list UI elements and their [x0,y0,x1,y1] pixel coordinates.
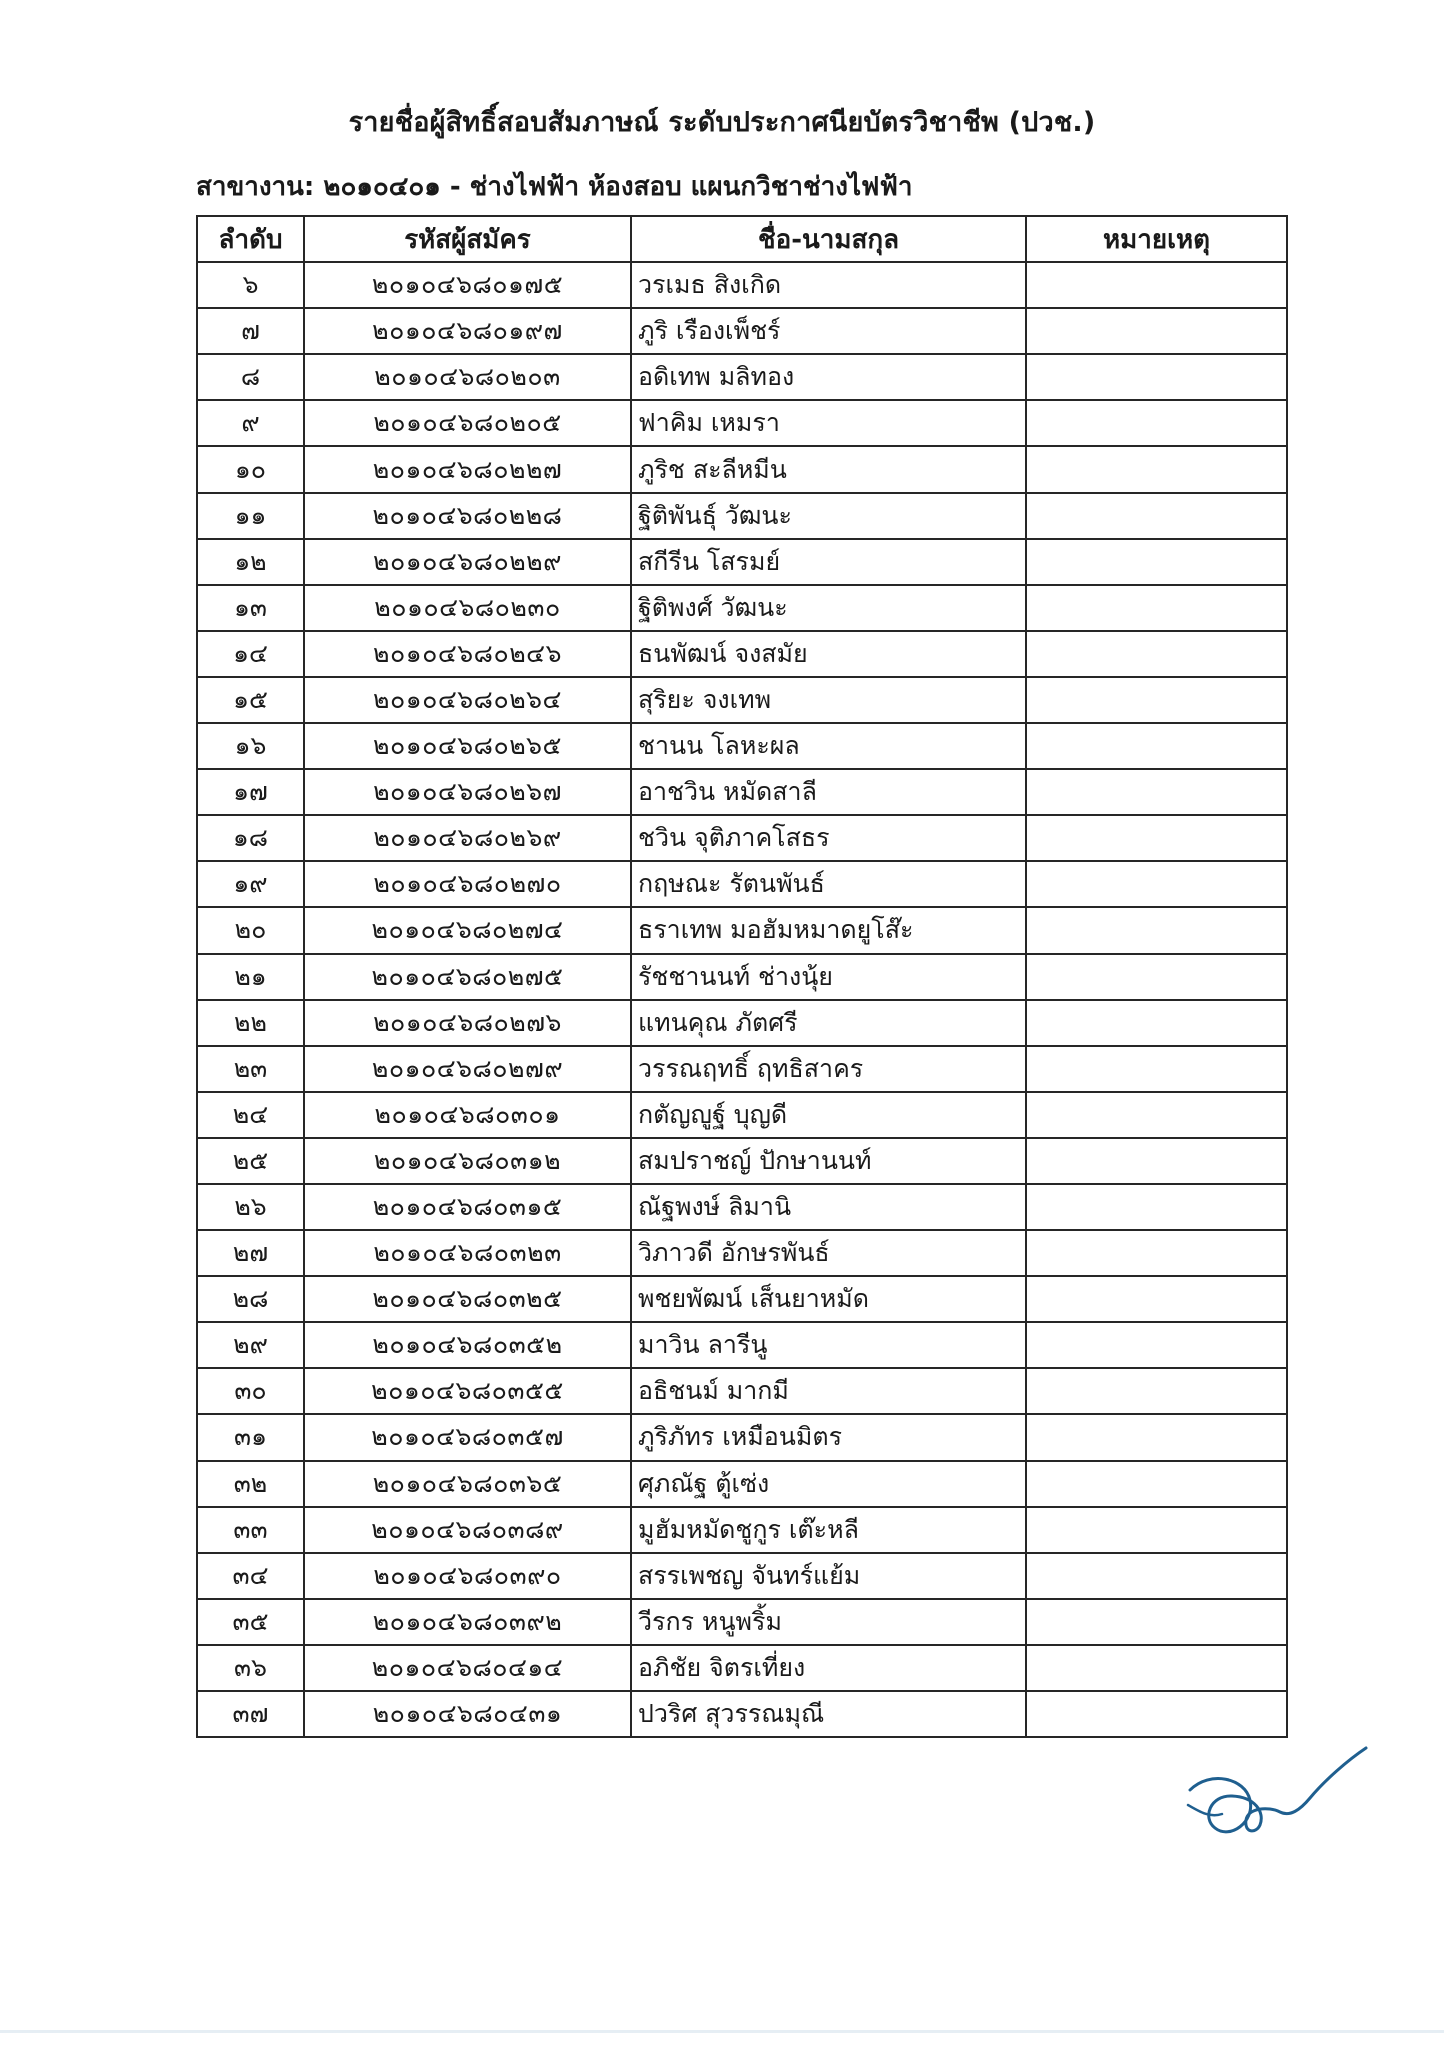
table-row [197,400,1287,446]
row-number: ๓๐ [197,1368,304,1414]
header-full-name: ชื่อ-นามสกุล [631,216,1026,262]
applicant-id: ๒๐๑๐๔๖๘๐๒๔๖ [304,631,631,677]
applicant-id: ๒๐๑๐๔๖๘๐๓๑๕ [304,1184,631,1230]
applicant-id: ๒๐๑๐๔๖๘๐๒๖๙ [304,815,631,861]
applicant-id: ๒๐๑๐๔๖๘๐๓๕๒ [304,1322,631,1368]
table-row [197,262,1287,308]
row-number: ๑๒ [197,539,304,585]
applicant-id: ๒๐๑๐๔๖๘๐๓๐๑ [304,1092,631,1138]
applicant-id: ๒๐๑๐๔๖๘๐๒๐๓ [304,354,631,400]
table-row [197,1414,1287,1460]
remarks-cell [1026,1368,1287,1414]
candidate-name: วรเมธ สิงเกิด [631,262,1026,308]
table-row [197,1368,1287,1414]
candidate-table [196,215,1288,1738]
page-bottom-edge [0,2030,1444,2033]
row-number: ๑๐ [197,446,304,492]
row-number: ๖ [197,262,304,308]
remarks-cell [1026,1092,1287,1138]
candidate-name: สุริยะ จงเทพ [631,677,1026,723]
candidate-name: ณัฐพงษ์ ลิมานิ [631,1184,1026,1230]
candidate-name: อธิชนม์ มากมี [631,1368,1026,1414]
applicant-id: ๒๐๑๐๔๖๘๐๒๒๘ [304,493,631,539]
table-row [197,1599,1287,1645]
applicant-id: ๒๐๑๐๔๖๘๐๔๑๔ [304,1645,631,1691]
header-applicant-id: รหัสผู้สมัคร [304,216,631,262]
candidate-name: วีรกร หนูพริ้ม [631,1599,1026,1645]
applicant-id: ๒๐๑๐๔๖๘๐๓๒๕ [304,1276,631,1322]
applicant-id: ๒๐๑๐๔๖๘๐๒๖๗ [304,769,631,815]
row-number: ๑๖ [197,723,304,769]
table-header-row [197,216,1287,262]
table-row [197,1276,1287,1322]
applicant-id: ๒๐๑๐๔๖๘๐๒๖๕ [304,723,631,769]
table-row [197,1000,1287,1046]
row-number: ๒๓ [197,1046,304,1092]
applicant-id: ๒๐๑๐๔๖๘๐๓๒๓ [304,1230,631,1276]
remarks-cell [1026,631,1287,677]
table-row [197,1138,1287,1184]
candidate-name: กฤษณะ รัตนพันธ์ [631,861,1026,907]
remarks-cell [1026,493,1287,539]
table-row [197,1461,1287,1507]
remarks-cell [1026,585,1287,631]
remarks-cell [1026,677,1287,723]
row-number: ๒๗ [197,1230,304,1276]
applicant-id: ๒๐๑๐๔๖๘๐๒๒๙ [304,539,631,585]
row-number: ๓๕ [197,1599,304,1645]
applicant-id: ๒๐๑๐๔๖๘๐๓๑๒ [304,1138,631,1184]
row-number: ๑๘ [197,815,304,861]
table-row [197,308,1287,354]
row-number: ๓๗ [197,1691,304,1737]
table-row [197,1322,1287,1368]
table-row [197,769,1287,815]
table-row [197,861,1287,907]
remarks-cell [1026,907,1287,953]
header-remarks: หมายเหตุ [1026,216,1287,262]
document-subtitle: สาขางาน: ๒๐๑๐๔๐๑ - ช่างไฟฟ้า ห้องสอบ แผนกวิชาช่างไฟฟ้า [196,172,913,202]
remarks-cell [1026,1230,1287,1276]
applicant-id: ๒๐๑๐๔๖๘๐๒๗๔ [304,907,631,953]
handwritten-signature [1170,1700,1370,1860]
remarks-cell [1026,769,1287,815]
applicant-id: ๒๐๑๐๔๖๘๐๒๗๙ [304,1046,631,1092]
applicant-id: ๒๐๑๐๔๖๘๐๒๐๕ [304,400,631,446]
table-row [197,539,1287,585]
candidate-name: แทนคุณ ภัตศรี [631,1000,1026,1046]
row-number: ๓๒ [197,1461,304,1507]
remarks-cell [1026,1276,1287,1322]
applicant-id: ๒๐๑๐๔๖๘๐๓๘๙ [304,1507,631,1553]
remarks-cell [1026,1599,1287,1645]
candidate-name: ปวริศ สุวรรณมุณี [631,1691,1026,1737]
applicant-id: ๒๐๑๐๔๖๘๐๑๙๗ [304,308,631,354]
document-title: รายชื่อผู้สิทธิ์สอบสัมภาษณ์ ระดับประกาศนียบัตรวิชาชีพ (ปวช.) [348,107,1096,138]
candidate-name: กตัญญูฐ์ บุญดี [631,1092,1026,1138]
candidate-name: ภูริช สะลีหมีน [631,446,1026,492]
remarks-cell [1026,308,1287,354]
remarks-cell [1026,1000,1287,1046]
table-row [197,1230,1287,1276]
table-row [197,446,1287,492]
candidate-name: ธนพัฒน์ จงสมัย [631,631,1026,677]
candidate-name: สมปราชญ์ ปักษานนท์ [631,1138,1026,1184]
remarks-cell [1026,1046,1287,1092]
row-number: ๒๖ [197,1184,304,1230]
row-number: ๗ [197,308,304,354]
remarks-cell [1026,446,1287,492]
table-row [197,1092,1287,1138]
table-row [197,354,1287,400]
row-number: ๑๕ [197,677,304,723]
table-row [197,1645,1287,1691]
table-row [197,1691,1287,1737]
row-number: ๒๐ [197,907,304,953]
candidate-name: พชยพัฒน์ เส็นยาหมัด [631,1276,1026,1322]
table-row [197,1553,1287,1599]
remarks-cell [1026,1645,1287,1691]
candidate-name: ฐิติพงศ์ วัฒนะ [631,585,1026,631]
table-row [197,585,1287,631]
applicant-id: ๒๐๑๐๔๖๘๐๓๙๒ [304,1599,631,1645]
candidate-name: มูฮัมหมัดชูกูร เต๊ะหลี [631,1507,1026,1553]
remarks-cell [1026,1414,1287,1460]
table-row [197,723,1287,769]
row-number: ๑๙ [197,861,304,907]
remarks-cell [1026,861,1287,907]
candidate-name: ภูริภัทร เหมือนมิตร [631,1414,1026,1460]
remarks-cell [1026,1461,1287,1507]
row-number: ๑๑ [197,493,304,539]
row-number: ๑๔ [197,631,304,677]
applicant-id: ๒๐๑๐๔๖๘๐๒๓๐ [304,585,631,631]
candidate-name: อดิเทพ มลิทอง [631,354,1026,400]
remarks-cell [1026,1507,1287,1553]
row-number: ๘ [197,354,304,400]
candidate-name: ศุภณัฐ ตู้เซ่ง [631,1461,1026,1507]
table-row [197,677,1287,723]
candidate-name: สรรเพชญ จันทร์แย้ม [631,1553,1026,1599]
row-number: ๙ [197,400,304,446]
candidate-name: อาชวิน หมัดสาลี [631,769,1026,815]
table-row [197,815,1287,861]
applicant-id: ๒๐๑๐๔๖๘๐๓๖๕ [304,1461,631,1507]
table-row [197,954,1287,1000]
table-row [197,493,1287,539]
applicant-id: ๒๐๑๐๔๖๘๐๑๗๕ [304,262,631,308]
applicant-id: ๒๐๑๐๔๖๘๐๓๙๐ [304,1553,631,1599]
remarks-cell [1026,1138,1287,1184]
row-number: ๓๔ [197,1553,304,1599]
remarks-cell [1026,815,1287,861]
row-number: ๒๕ [197,1138,304,1184]
candidate-name: ภูริ เรืองเพ็ชร์ [631,308,1026,354]
row-number: ๓๑ [197,1414,304,1460]
table-row [197,631,1287,677]
row-number: ๒๔ [197,1092,304,1138]
row-number: ๒๑ [197,954,304,1000]
table-row [197,1184,1287,1230]
candidate-name: ธราเทพ มอฮัมหมาดยูโส๊ะ [631,907,1026,953]
candidate-name: อภิชัย จิตรเที่ยง [631,1645,1026,1691]
candidate-name: มาวิน ลารีนู [631,1322,1026,1368]
row-number: ๓๓ [197,1507,304,1553]
applicant-id: ๒๐๑๐๔๖๘๐๒๒๗ [304,446,631,492]
candidate-name: วิภาวดี อักษรพันธ์ [631,1230,1026,1276]
row-number: ๒๙ [197,1322,304,1368]
remarks-cell [1026,262,1287,308]
remarks-cell [1026,1322,1287,1368]
candidate-name: ชวิน จุติภาคโสธร [631,815,1026,861]
candidate-name: ชานน โลหะผล [631,723,1026,769]
remarks-cell [1026,1184,1287,1230]
row-number: ๑๓ [197,585,304,631]
remarks-cell [1026,954,1287,1000]
remarks-cell [1026,539,1287,585]
candidate-name: สกีรีน โสรมย์ [631,539,1026,585]
row-number: ๒๘ [197,1276,304,1322]
candidate-name: วรรณฤทธิ์ ฤทธิสาคร [631,1046,1026,1092]
candidate-name: รัชชานนท์ ช่างนุ้ย [631,954,1026,1000]
table-row [197,1046,1287,1092]
applicant-id: ๒๐๑๐๔๖๘๐๒๖๔ [304,677,631,723]
remarks-cell [1026,1553,1287,1599]
applicant-id: ๒๐๑๐๔๖๘๐๓๕๗ [304,1414,631,1460]
row-number: ๓๖ [197,1645,304,1691]
applicant-id: ๒๐๑๐๔๖๘๐๒๗๖ [304,1000,631,1046]
applicant-id: ๒๐๑๐๔๖๘๐๔๓๑ [304,1691,631,1737]
applicant-id: ๒๐๑๐๔๖๘๐๒๗๕ [304,954,631,1000]
remarks-cell [1026,400,1287,446]
applicant-id: ๒๐๑๐๔๖๘๐๓๕๕ [304,1368,631,1414]
row-number: ๑๗ [197,769,304,815]
remarks-cell [1026,354,1287,400]
candidate-name: ฐิติพันธุ์ วัฒนะ [631,493,1026,539]
header-no: ลำดับ [197,216,304,262]
candidate-name: ฟาคิม เหมรา [631,400,1026,446]
table-row [197,1507,1287,1553]
applicant-id: ๒๐๑๐๔๖๘๐๒๗๐ [304,861,631,907]
remarks-cell [1026,723,1287,769]
table-row [197,907,1287,953]
row-number: ๒๒ [197,1000,304,1046]
